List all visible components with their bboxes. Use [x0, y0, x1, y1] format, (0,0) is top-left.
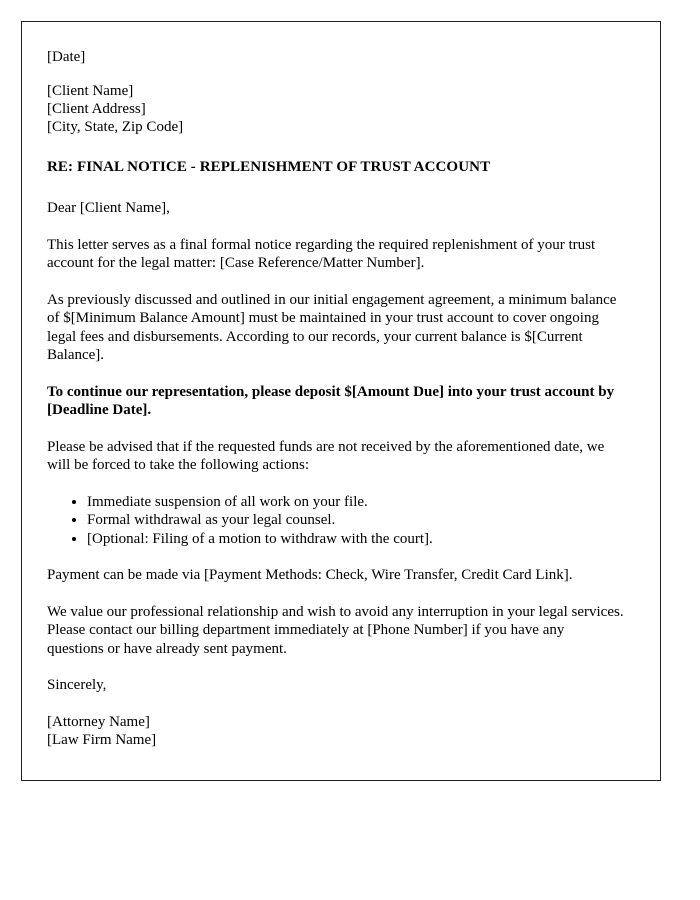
spacer-before-signature [47, 695, 624, 713]
salutation: Dear [Client Name], [47, 200, 170, 216]
spacer-before-subject [47, 136, 624, 158]
paragraph-consequences-intro: Please be advised that if the requested funds are not received by the aforementioned date, we will be forced to take the following actions: [47, 438, 605, 473]
paragraph-intro: This letter serves as a final formal notice regarding the required replenishment of your trust account for the legal matter: [Case Reference/Matter Number]. [47, 236, 596, 271]
recipient-city-state-zip: [City, State, Zip Code] [47, 119, 184, 135]
subject-line: RE: FINAL NOTICE - REPLENISHMENT OF TRUST ACCOUNT [47, 159, 491, 175]
spacer-after-deposit-demand [47, 420, 624, 438]
list-item: • Formal withdrawal as your legal counsel. [87, 511, 624, 530]
recipient-address: [Client Address] [47, 101, 146, 117]
actions-list [47, 493, 624, 549]
list-item: • Immediate suspension of all work on your file. [87, 493, 624, 512]
paragraph-closing-note: We value our professional relationship and wish to avoid any interruption in your legal services. Please contact our billing department immediately at [Phone Number] if you have any questions or have already sent payment. [47, 603, 624, 657]
letter-body [22, 22, 660, 775]
paragraph-balance-terms: As previously discussed and outlined in our initial engagement agreement, a minimum balance of $[Minimum Balance Amount] must be maintained in your trust account to cover ongoing legal fees and disbursements. According to our records, your current balance is $[Current Balance]. [47, 291, 617, 363]
spacer-after-salutation [47, 218, 624, 236]
recipient-address-block [47, 82, 624, 136]
list-item: • [Optional: Filing of a motion to withdraw with the court]. [87, 530, 624, 549]
spacer-after-intro [47, 273, 624, 291]
attorney-name: [Attorney Name] [47, 713, 150, 730]
spacer-after-balance-terms [47, 365, 624, 383]
paragraph-payment-methods: Payment can be made via [Payment Methods: Check, Wire Transfer, Credit Card Link]. [47, 567, 573, 583]
recipient-name: [Client Name] [47, 83, 134, 99]
spacer-after-payment-methods [47, 585, 624, 603]
spacer-after-actions [47, 548, 624, 566]
spacer-after-subject [47, 177, 624, 199]
signature-block [47, 713, 624, 749]
closing-salutation: Sincerely, [47, 677, 107, 693]
law-firm-name: [Law Firm Name] [47, 731, 157, 748]
spacer-before-actions [47, 475, 624, 493]
date-placeholder: [Date] [47, 49, 86, 65]
spacer-before-closing [47, 658, 624, 676]
paragraph-deposit-demand: To continue our representation, please deposit $[Amount Due] into your trust account by [Deadline Date]. [47, 383, 615, 418]
spacer-after-date [47, 66, 624, 82]
letter-page [21, 21, 661, 781]
